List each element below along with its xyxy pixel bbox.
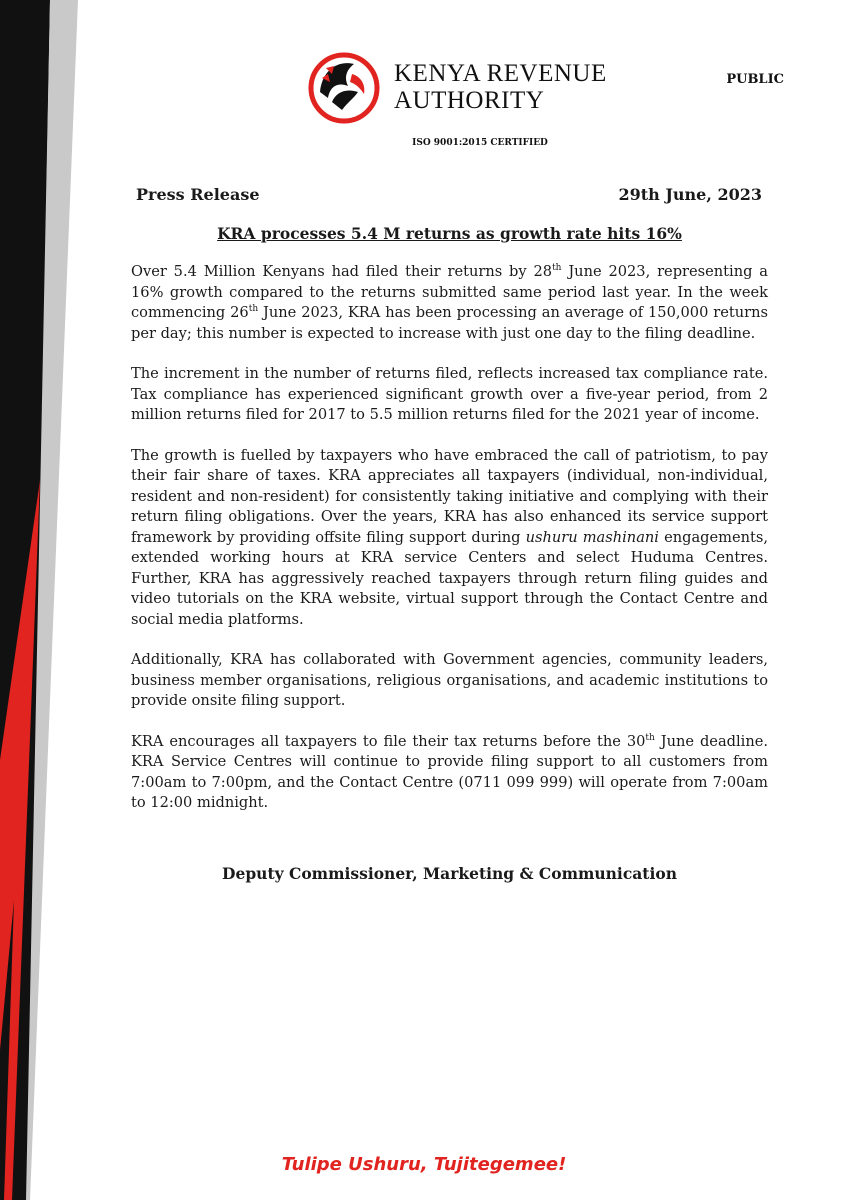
organisation-name-line2: AUTHORITY	[394, 87, 545, 114]
paragraph-4: Additionally, KRA has collaborated with Government agencies, community leaders, business member organisations, religious organisations, and academic institutions to provide onsite filing support.	[131, 651, 768, 709]
paragraph-5-part-a: KRA encourages all taxpayers to file their tax returns before the 30	[131, 732, 646, 750]
paragraph-1-part-a: Over 5.4 Million Kenyans had filed their returns by 28	[131, 263, 553, 280]
paragraph-1-sup-a: th	[552, 263, 562, 274]
paragraph-2: The increment in the number of returns filed, reflects increased tax compliance rate. Tax compliance has experienced significant growth over a five-year period, from 2 million returns filed for 2017 to 5.5 million returns filed for the 2021 year of income.	[131, 365, 768, 423]
paragraph-5-sup-a: th	[645, 732, 655, 743]
paragraph-3-part-a: The growth is fuelled by taxpayers who have embraced the call of patriotism, to pay their fair share of taxes. KRA appreciates all taxpayers (individual, non-individual, resident and non-resident) for consistently taking initiative and complying with their return filing obligations. Over the years, KRA has also enhanced its service support framework by providing offsite filing support during	[131, 446, 768, 546]
signature-title: Deputy Commissioner, Marketing & Communication	[222, 864, 677, 883]
paragraph-1-part-c: June 2023, KRA has been processing an average of 150,000 returns per day; this number is expected to increase with just one day to the filing deadline.	[131, 304, 768, 342]
decorative-side-band	[0, 0, 110, 1200]
paragraph-3-emphasis: ushuru mashinani	[525, 528, 659, 546]
organisation-name	[394, 60, 607, 114]
iso-certification: ISO 9001:2015 CERTIFIED	[412, 138, 548, 148]
kra-lion-logo-icon	[308, 52, 380, 124]
paragraph-1-part-b: June 2023, representing a 16% growth compared to the returns submitted same period last year. In the week commencing 26	[131, 263, 768, 321]
paragraph-5	[131, 732, 768, 814]
organisation-name-line1: KENYA REVENUE	[394, 60, 607, 87]
paragraph-1-sup-b: th	[248, 304, 259, 315]
press-release-body	[131, 262, 768, 834]
paragraph-1	[131, 262, 768, 344]
classification-label: PUBLIC	[726, 72, 784, 87]
document-type: Press Release	[136, 185, 260, 204]
paragraph-3-part-b: engagements, extended working hours at KRA service Centers and select Huduma Centres. Further, KRA has aggressively reached taxpayers through return filing guides and video tutorials on the KRA website, virtual support through the Contact Centre and social media platforms.	[131, 528, 768, 628]
paragraph-3	[131, 446, 768, 631]
headline: KRA processes 5.4 M returns as growth rate hits 16%	[217, 224, 682, 243]
kra-logo	[308, 52, 608, 124]
slogan: Tulipe Ushuru, Tujitegemee!	[281, 1154, 567, 1175]
paragraph-5-part-b: June deadline. KRA Service Centres will continue to provide filing support to all customers from 7:00am to 7:00pm, and the Contact Centre (0711 099 999) will operate from 7:00am to 12:00 midnight.	[131, 732, 768, 811]
release-date: 29th June, 2023	[618, 185, 762, 204]
